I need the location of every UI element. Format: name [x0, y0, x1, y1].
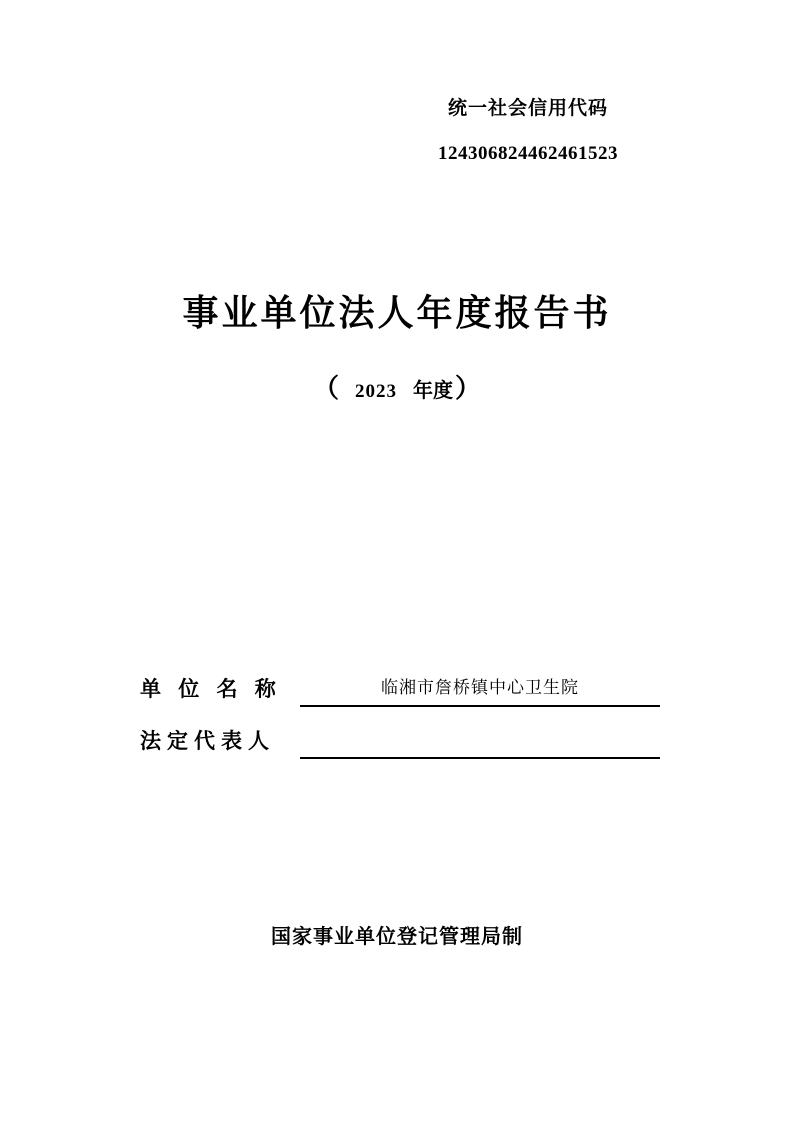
- field-row-legal-representative: [140, 707, 660, 759]
- credit-code-value: 124306824462461523: [438, 142, 618, 164]
- unit-name-value: 临湘市詹桥镇中心卫生院: [381, 678, 579, 697]
- legal-representative-label: 法定代表人: [140, 729, 275, 753]
- page-title: 事业单位法人年度报告书: [182, 293, 612, 333]
- year-value: 2023: [355, 381, 397, 402]
- legal-representative-field[interactable]: [300, 731, 660, 759]
- field-row-unit-name: [140, 655, 660, 707]
- credit-code-block: [358, 96, 698, 165]
- year-open-paren: （: [312, 374, 339, 403]
- year-close-paren: ）: [455, 374, 482, 403]
- year-suffix-label: 年度: [413, 380, 453, 402]
- report-year-line: [0, 368, 794, 405]
- fields-section: [140, 655, 660, 759]
- unit-name-field[interactable]: [300, 679, 660, 707]
- unit-name-label: 单 位 名 称: [140, 677, 282, 701]
- issuer-label: 国家事业单位登记管理局制: [271, 926, 523, 948]
- credit-code-label: 统一社会信用代码: [447, 98, 608, 119]
